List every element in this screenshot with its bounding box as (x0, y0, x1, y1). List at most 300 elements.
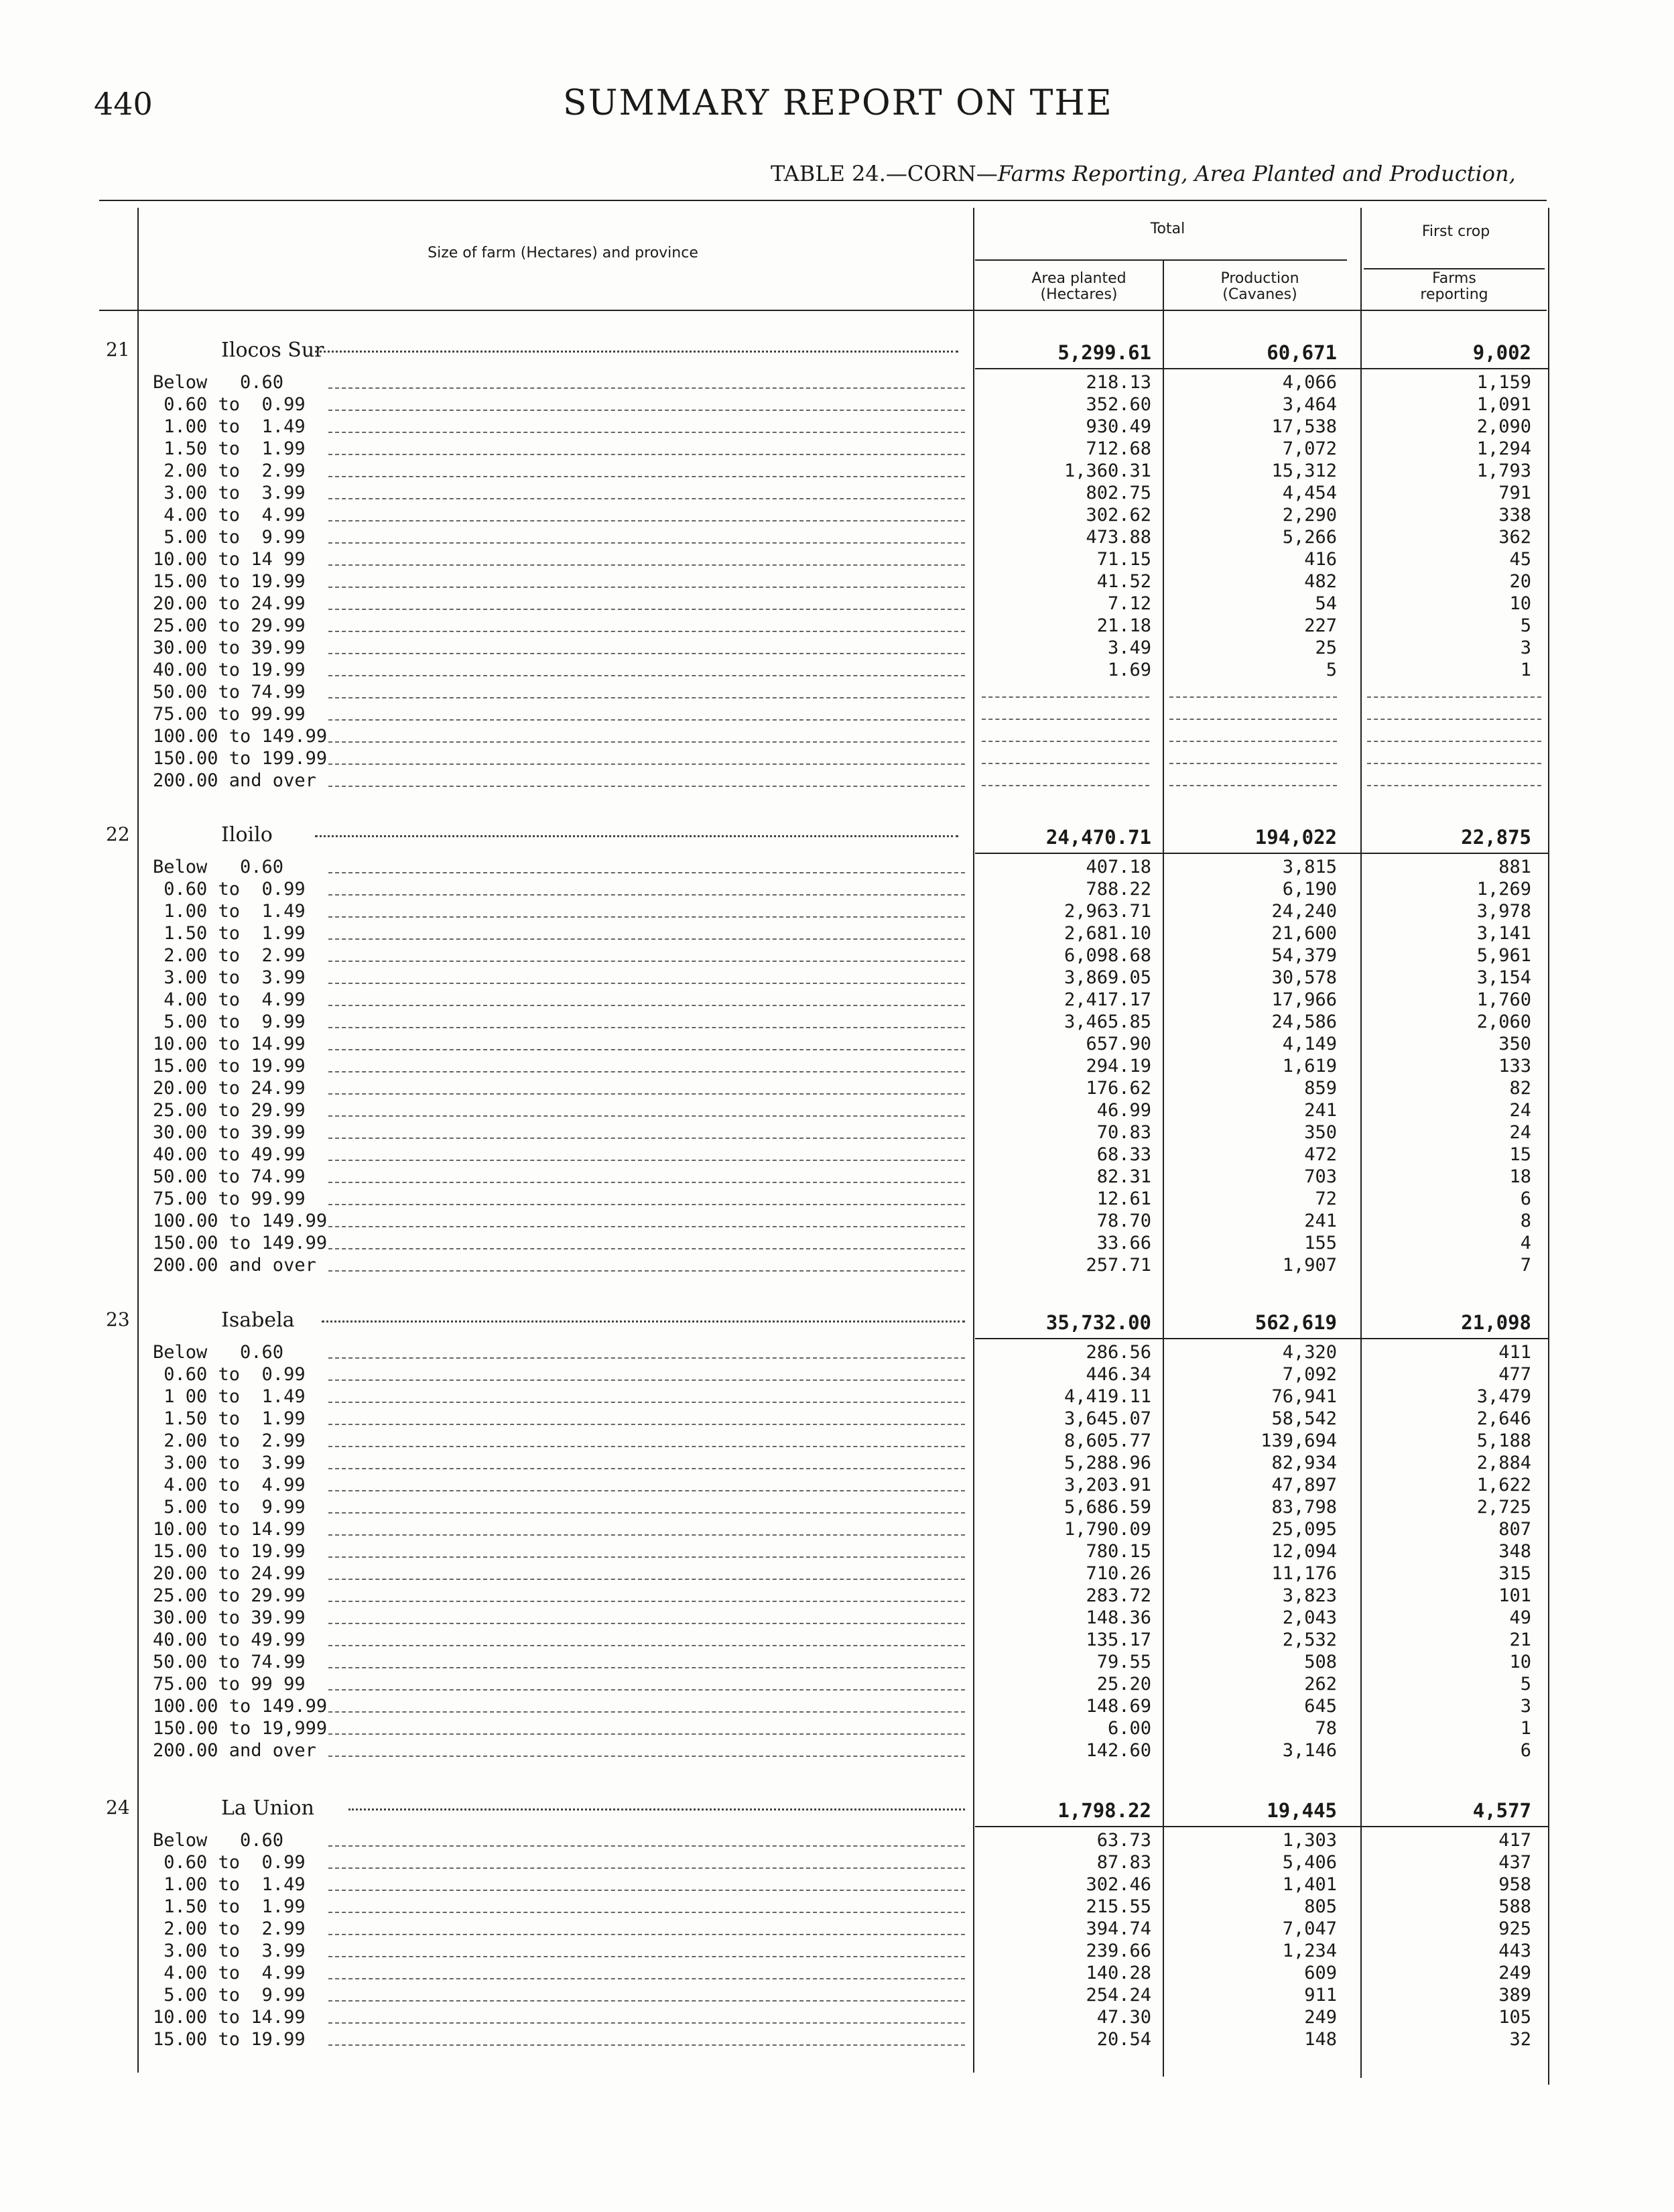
farms-reporting-value: 15 (1509, 1144, 1531, 1165)
row-leader (328, 1845, 965, 1847)
province-number: 24 (106, 1796, 130, 1819)
area-planted-value: 135.17 (1086, 1630, 1151, 1650)
empty-cell-dashes (1169, 741, 1337, 742)
size-class-label: 30.00 to 39.99 (153, 637, 306, 658)
row-leader (328, 1424, 965, 1425)
row-leader (328, 542, 965, 544)
table-row (0, 483, 1674, 504)
area-planted-value: 25.20 (1096, 1674, 1151, 1695)
farms-reporting-value: 5 (1520, 1674, 1531, 1695)
table-row (0, 1034, 1674, 1055)
production-value: 3,823 (1282, 1585, 1337, 1606)
table-row (0, 1188, 1674, 1210)
production-value: 12,094 (1271, 1541, 1337, 1562)
total-header-rule (975, 259, 1347, 261)
row-leader (328, 1093, 965, 1095)
table-row (0, 1122, 1674, 1144)
size-class-label: 5.00 to 9.99 (153, 1011, 306, 1032)
size-class-label: 4.00 to 4.99 (153, 1963, 306, 1983)
production-value: 645 (1304, 1696, 1337, 1717)
production-value: 5,406 (1282, 1852, 1337, 1873)
row-leader (328, 454, 965, 455)
province-production-total: 562,619 (1254, 1311, 1337, 1334)
area-planted-value: 68.33 (1096, 1144, 1151, 1165)
table-row (0, 945, 1674, 967)
province-farms-total: 4,577 (1472, 1799, 1531, 1822)
area-planted-value: 87.83 (1096, 1852, 1151, 1873)
farms-reporting-value: 315 (1498, 1563, 1531, 1584)
production-value: 1,234 (1282, 1941, 1337, 1961)
area-planted-value: 1.69 (1107, 660, 1151, 680)
farms-header: Farms reporting (1420, 270, 1488, 303)
size-class-label: 50.00 to 74.99 (153, 1652, 306, 1672)
area-planted-value: 1,360.31 (1064, 460, 1151, 481)
size-class-label: 0.60 to 0.99 (153, 879, 306, 900)
province-name: La Union (221, 1796, 314, 1820)
farms-reporting-value: 588 (1498, 1896, 1531, 1917)
table-row (0, 1896, 1674, 1918)
size-class-label: 1.00 to 1.49 (153, 416, 306, 437)
farms-reporting-value: 32 (1509, 2029, 1531, 2050)
province-name: Iloilo (221, 823, 273, 847)
row-leader (328, 410, 965, 411)
table-row (0, 1985, 1674, 2006)
table-row (0, 660, 1674, 681)
area-planted-value: 33.66 (1096, 1233, 1151, 1253)
row-leader (328, 1890, 965, 1891)
table-row (0, 1342, 1674, 1363)
row-leader (328, 786, 965, 787)
size-class-label: 1.50 to 1.99 (153, 1408, 306, 1429)
row-leader (328, 1446, 965, 1447)
size-class-label: 10.00 to 14.99 (153, 2007, 306, 2028)
farms-reporting-value: 1,159 (1476, 372, 1531, 393)
table-row (0, 460, 1674, 482)
area-planted-value: 2,417.17 (1064, 989, 1151, 1010)
farms-reporting-value: 4 (1520, 1233, 1531, 1253)
table-row (0, 1963, 1674, 1984)
table-row (0, 1386, 1674, 1408)
farms-reporting-value: 3,978 (1476, 901, 1531, 922)
row-leader (328, 872, 965, 873)
production-value: 3,815 (1282, 857, 1337, 877)
farms-reporting-value: 7 (1520, 1255, 1531, 1276)
row-leader (328, 1667, 965, 1668)
size-class-label: 150.00 to 19,999 (153, 1718, 328, 1739)
area-planted-value: 3,645.07 (1064, 1408, 1151, 1429)
size-class-label: Below 0.60 (153, 857, 284, 877)
production-value: 416 (1304, 549, 1337, 570)
table-row (0, 1497, 1674, 1518)
table-row (0, 1519, 1674, 1540)
size-class-label: 1.50 to 1.99 (153, 923, 306, 944)
area-planted-value: 352.60 (1086, 394, 1151, 415)
row-leader (328, 1490, 965, 1491)
area-planted-value: 140.28 (1086, 1963, 1151, 1983)
table-row (0, 901, 1674, 922)
province-name: Isabela (221, 1308, 295, 1332)
table-row (0, 1652, 1674, 1673)
farms-reporting-value: 925 (1498, 1918, 1531, 1939)
row-leader (328, 1468, 965, 1469)
farms-reporting-value: 5,188 (1476, 1430, 1531, 1451)
area-planted-value: 257.71 (1086, 1255, 1151, 1276)
size-class-label: 200.00 and over (153, 770, 316, 791)
size-class-label: 2.00 to 2.99 (153, 945, 306, 966)
production-value: 241 (1304, 1100, 1337, 1121)
table-row (0, 967, 1674, 989)
area-planted-value: 802.75 (1086, 483, 1151, 503)
farms-reporting-value: 21 (1509, 1630, 1531, 1650)
table-row (0, 726, 1674, 747)
production-value: 6,190 (1282, 879, 1337, 900)
production-value: 1,401 (1282, 1874, 1337, 1895)
production-value: 249 (1304, 2007, 1337, 2028)
production-value: 472 (1304, 1144, 1337, 1165)
production-value: 24,586 (1271, 1011, 1337, 1032)
size-class-label: 200.00 and over (153, 1255, 316, 1276)
row-leader (328, 938, 965, 940)
size-class-label: 3.00 to 3.99 (153, 967, 306, 988)
size-class-label: 15.00 to 19.99 (153, 1541, 306, 1562)
farms-reporting-value: 791 (1498, 483, 1531, 503)
empty-cell-dashes (1367, 719, 1541, 720)
production-value: 1,619 (1282, 1056, 1337, 1077)
empty-cell-dashes (1367, 763, 1541, 764)
row-leader (328, 894, 965, 896)
row-leader (328, 983, 965, 984)
empty-cell-dashes (982, 785, 1149, 786)
area-planted-value: 63.73 (1096, 1830, 1151, 1851)
size-class-label: 5.00 to 9.99 (153, 1497, 306, 1518)
area-planted-value: 5,686.59 (1064, 1497, 1151, 1518)
area-planted-value: 82.31 (1096, 1166, 1151, 1187)
province-leader (322, 1320, 965, 1323)
production-value: 805 (1304, 1896, 1337, 1917)
farms-reporting-value: 881 (1498, 857, 1531, 877)
production-value: 262 (1304, 1674, 1337, 1695)
area-planted-value: 4,419.11 (1064, 1386, 1151, 1407)
table-row (0, 879, 1674, 900)
table-row (0, 770, 1674, 792)
table-row (0, 1078, 1674, 1099)
province-total-rule (975, 853, 1548, 854)
production-value: 21,600 (1271, 923, 1337, 944)
province-production-total: 194,022 (1254, 826, 1337, 849)
row-leader (328, 1534, 965, 1536)
empty-cell-dashes (982, 763, 1149, 764)
empty-cell-dashes (1169, 763, 1337, 764)
farms-reporting-value: 82 (1509, 1078, 1531, 1099)
row-leader (328, 1071, 965, 1072)
size-class-label: 1.50 to 1.99 (153, 438, 306, 459)
area-planted-value: 302.46 (1086, 1874, 1151, 1895)
farms-reporting-value: 6 (1520, 1740, 1531, 1761)
table-row (0, 2029, 1674, 2050)
area-planted-value: 446.34 (1086, 1364, 1151, 1385)
table-row (0, 1918, 1674, 1940)
farms-reporting-value: 49 (1509, 1607, 1531, 1628)
farms-reporting-value: 348 (1498, 1541, 1531, 1562)
farms-reporting-value: 18 (1509, 1166, 1531, 1187)
row-leader (328, 387, 965, 389)
size-class-label: 1.00 to 1.49 (153, 901, 306, 922)
province-total-rule (975, 368, 1548, 369)
production-value: 5,266 (1282, 527, 1337, 548)
table-row (0, 1674, 1674, 1695)
size-class-label: 30.00 to 39.99 (153, 1607, 306, 1628)
production-value: 4,066 (1282, 372, 1337, 393)
production-value: 17,966 (1271, 989, 1337, 1010)
size-class-label: 150.00 to 199.99 (153, 748, 328, 769)
table-row (0, 1233, 1674, 1254)
empty-cell-dashes (1367, 785, 1541, 786)
farms-reporting-value: 45 (1509, 549, 1531, 570)
row-leader (328, 1623, 965, 1624)
area-planted-value: 20.54 (1096, 2029, 1151, 2050)
area-planted-value: 5,288.96 (1064, 1453, 1151, 1473)
row-leader (328, 1912, 965, 1913)
row-leader (328, 1512, 965, 1514)
area-planted-value: 7.12 (1107, 593, 1151, 614)
table-top-rule (99, 200, 1547, 201)
table-row (0, 1607, 1674, 1629)
area-planted-value: 286.56 (1086, 1342, 1151, 1363)
farms-reporting-value: 3,154 (1476, 967, 1531, 988)
size-class-label: 100.00 to 149.99 (153, 1696, 328, 1717)
size-class-label: 40.00 to 49.99 (153, 1630, 306, 1650)
size-class-label: 30.00 to 39.99 (153, 1122, 306, 1143)
size-class-label: 0.60 to 0.99 (153, 394, 306, 415)
farms-reporting-value: 249 (1498, 1963, 1531, 1983)
production-value: 2,532 (1282, 1630, 1337, 1650)
size-class-label: 50.00 to 74.99 (153, 1166, 306, 1187)
empty-cell-dashes (1169, 696, 1337, 698)
size-class-label: 100.00 to 149.99 (153, 726, 328, 747)
production-value: 859 (1304, 1078, 1337, 1099)
production-value: 7,092 (1282, 1364, 1337, 1385)
size-class-label: 10.00 to 14.99 (153, 1519, 306, 1540)
size-class-label: 10.00 to 14 99 (153, 549, 306, 570)
row-leader (328, 763, 965, 765)
production-value: 609 (1304, 1963, 1337, 1983)
row-leader (328, 1204, 965, 1205)
size-class-label: 0.60 to 0.99 (153, 1852, 306, 1873)
farms-reporting-value: 6 (1520, 1188, 1531, 1209)
farms-reporting-value: 958 (1498, 1874, 1531, 1895)
production-value: 2,043 (1282, 1607, 1337, 1628)
size-class-label: 2.00 to 2.99 (153, 1918, 306, 1939)
area-planted-value: 8,605.77 (1064, 1430, 1151, 1451)
row-leader (328, 1556, 965, 1558)
row-leader (328, 1733, 965, 1735)
province-name: Ilocos Sur (221, 339, 324, 362)
area-planted-value: 780.15 (1086, 1541, 1151, 1562)
farms-reporting-value: 1,793 (1476, 460, 1531, 481)
production-value: 703 (1304, 1166, 1337, 1187)
production-value: 4,320 (1282, 1342, 1337, 1363)
production-value: 58,542 (1271, 1408, 1337, 1429)
size-class-label: 5.00 to 9.99 (153, 1985, 306, 2006)
production-value: 482 (1304, 571, 1337, 592)
area-planted-value: 294.19 (1086, 1056, 1151, 1077)
size-class-label: 15.00 to 19.99 (153, 1056, 306, 1077)
production-value: 11,176 (1271, 1563, 1337, 1584)
row-leader (328, 1049, 965, 1050)
row-leader (328, 1402, 965, 1403)
farms-reporting-value: 362 (1498, 527, 1531, 548)
production-value: 4,149 (1282, 1034, 1337, 1054)
row-leader (328, 1601, 965, 1602)
province-production-total: 19,445 (1267, 1799, 1337, 1822)
size-class-label: 75.00 to 99.99 (153, 704, 306, 725)
size-class-label: 25.00 to 29.99 (153, 1100, 306, 1121)
farms-reporting-value: 411 (1498, 1342, 1531, 1363)
empty-cell-dashes (982, 696, 1149, 698)
total-header: Total (1150, 221, 1185, 237)
production-value: 25 (1315, 637, 1337, 658)
table-row (0, 1408, 1674, 1430)
table-row (0, 1475, 1674, 1496)
production-value: 4,454 (1282, 483, 1337, 503)
farms-reporting-value: 443 (1498, 1941, 1531, 1961)
row-leader (328, 1270, 965, 1272)
farms-reporting-value: 105 (1498, 2007, 1531, 2028)
row-leader (328, 1379, 965, 1381)
area-planted-value: 1,790.09 (1064, 1519, 1151, 1540)
production-value: 15,312 (1271, 460, 1337, 481)
production-value: 911 (1304, 1985, 1337, 2006)
table-row (0, 527, 1674, 548)
row-leader (328, 564, 965, 566)
page-number: 440 (94, 86, 153, 122)
empty-cell-dashes (1367, 741, 1541, 742)
area-planted-value: 302.62 (1086, 505, 1151, 526)
row-leader (328, 2000, 965, 2002)
table-row (0, 416, 1674, 438)
table-row (0, 857, 1674, 878)
area-planted-value: 79.55 (1096, 1652, 1151, 1672)
farms-reporting-value: 20 (1509, 571, 1531, 592)
farms-reporting-value: 8 (1520, 1211, 1531, 1231)
province-leader (315, 835, 958, 837)
row-leader (328, 1138, 965, 1139)
row-leader (328, 1934, 965, 1935)
size-class-label: 50.00 to 74.99 (153, 682, 306, 702)
area-planted-value: 3,203.91 (1064, 1475, 1151, 1495)
row-leader (328, 697, 965, 698)
area-planted-value: 46.99 (1096, 1100, 1151, 1121)
size-class-label: 25.00 to 29.99 (153, 615, 306, 636)
table-row (0, 1166, 1674, 1188)
area-planted-value: 3,869.05 (1064, 967, 1151, 988)
farms-reporting-value: 1,622 (1476, 1475, 1531, 1495)
row-leader (328, 1182, 965, 1183)
size-class-label: 2.00 to 2.99 (153, 1430, 306, 1451)
row-leader (328, 432, 965, 433)
farms-reporting-value: 1 (1520, 660, 1531, 680)
area-planted-value: 41.52 (1096, 571, 1151, 592)
province-farms-total: 22,875 (1461, 826, 1531, 849)
table-row (0, 1453, 1674, 1474)
area-header: Area planted (Hectares) (1031, 270, 1126, 303)
production-value: 227 (1304, 615, 1337, 636)
farms-reporting-value: 1,269 (1476, 879, 1531, 900)
table-row (0, 394, 1674, 416)
farms-reporting-value: 1 (1520, 1718, 1531, 1739)
row-leader (328, 520, 965, 521)
province-farms-total: 9,002 (1472, 341, 1531, 364)
row-leader (328, 1226, 965, 1227)
table-row (0, 682, 1674, 703)
table-row (0, 1696, 1674, 1717)
area-planted-value: 710.26 (1086, 1563, 1151, 1584)
production-value: 72 (1315, 1188, 1337, 1209)
production-value: 155 (1304, 1233, 1337, 1253)
size-class-label: 1.50 to 1.99 (153, 1896, 306, 1917)
table-row (0, 704, 1674, 725)
production-header: Production (Cavanes) (1220, 270, 1299, 303)
area-planted-value: 254.24 (1086, 1985, 1151, 2006)
area-planted-value: 3.49 (1107, 637, 1151, 658)
farms-reporting-value: 1,760 (1476, 989, 1531, 1010)
area-planted-value: 148.36 (1086, 1607, 1151, 1628)
size-class-label: Below 0.60 (153, 1830, 284, 1851)
size-class-label: 3.00 to 3.99 (153, 1941, 306, 1961)
row-leader (328, 1956, 965, 1957)
production-value: 76,941 (1271, 1386, 1337, 1407)
production-value: 3,146 (1282, 1740, 1337, 1761)
size-class-label: 4.00 to 4.99 (153, 505, 306, 526)
size-class-label: 1.00 to 1.49 (153, 1874, 306, 1895)
row-leader (328, 476, 965, 477)
production-value: 24,240 (1271, 901, 1337, 922)
area-planted-value: 12.61 (1096, 1188, 1151, 1209)
farms-reporting-value: 24 (1509, 1100, 1531, 1121)
production-value: 5 (1326, 660, 1337, 680)
province-number: 23 (106, 1308, 130, 1331)
row-leader (328, 1357, 965, 1359)
row-leader (328, 653, 965, 654)
farms-reporting-value: 807 (1498, 1519, 1531, 1540)
size-class-label: 20.00 to 24.99 (153, 1078, 306, 1099)
area-planted-value: 930.49 (1086, 416, 1151, 437)
farms-reporting-value: 3 (1520, 1696, 1531, 1717)
area-planted-value: 239.66 (1086, 1941, 1151, 1961)
farms-reporting-value: 417 (1498, 1830, 1531, 1851)
table-row (0, 989, 1674, 1011)
farms-reporting-value: 3 (1520, 637, 1531, 658)
farms-reporting-value: 477 (1498, 1364, 1531, 1385)
table-row (0, 1852, 1674, 1873)
area-planted-value: 2,963.71 (1064, 901, 1151, 922)
production-value: 7,072 (1282, 438, 1337, 459)
size-class-label: 40.00 to 19.99 (153, 660, 306, 680)
table-row (0, 1255, 1674, 1276)
size-class-label: 0.60 to 0.99 (153, 1364, 306, 1385)
empty-cell-dashes (982, 741, 1149, 742)
size-class-label: Below 0.60 (153, 372, 284, 393)
table-row (0, 1830, 1674, 1851)
row-leader (328, 2022, 965, 2024)
row-leader (328, 1115, 965, 1117)
row-leader (328, 609, 965, 610)
production-value: 241 (1304, 1211, 1337, 1231)
production-value: 25,095 (1271, 1519, 1337, 1540)
table-row (0, 1541, 1674, 1562)
size-class-label: 15.00 to 19.99 (153, 2029, 306, 2050)
farms-reporting-value: 10 (1509, 593, 1531, 614)
